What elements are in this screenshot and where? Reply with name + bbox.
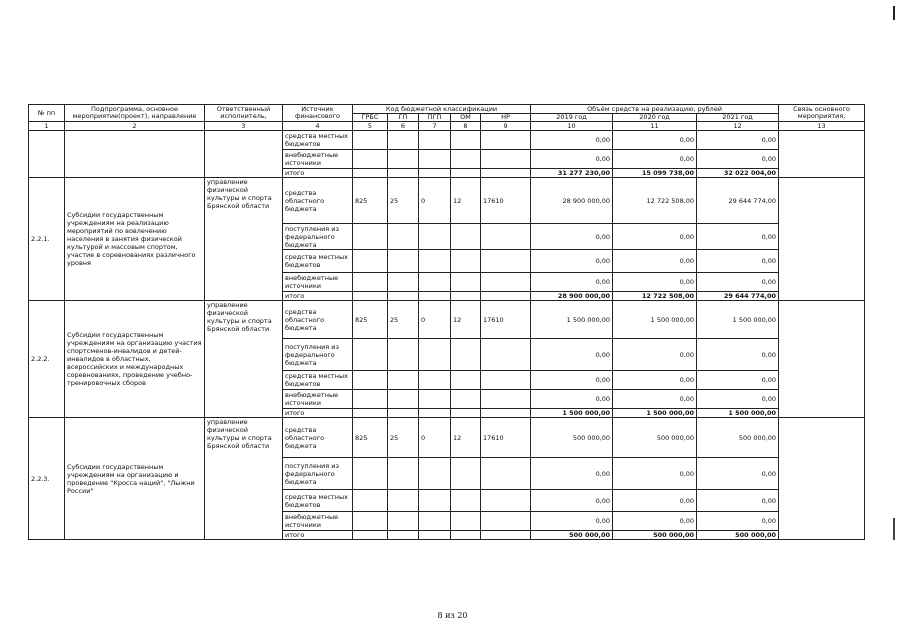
code-pgp <box>419 250 451 273</box>
code-grbs <box>353 339 388 371</box>
code-grbs <box>353 531 388 540</box>
code-nr <box>481 371 531 390</box>
code-gp <box>388 292 419 301</box>
header-volume: Объём средств на реализацию, рублей <box>531 105 779 114</box>
source-cell: итого <box>283 531 353 540</box>
code-grbs <box>353 371 388 390</box>
code-nr: 17610 <box>481 418 531 458</box>
value-2021: 0,00 <box>697 131 779 150</box>
value-2019: 0,00 <box>531 512 613 531</box>
row-number-cell: 2.2.1. <box>29 178 65 301</box>
code-nr <box>481 169 531 178</box>
code-om <box>451 458 481 490</box>
source-cell: итого <box>283 292 353 301</box>
column-number: 9 <box>481 122 531 131</box>
value-2020: 0,00 <box>613 371 697 390</box>
code-nr <box>481 490 531 512</box>
value-2021: 500 000,00 <box>697 531 779 540</box>
value-2020: 15 099 738,00 <box>613 169 697 178</box>
value-2019: 0,00 <box>531 250 613 273</box>
source-cell: внебюджетные источники <box>283 150 353 169</box>
code-grbs: 825 <box>353 418 388 458</box>
header-executor: Ответственный исполнитель, <box>205 105 283 122</box>
program-cell <box>65 131 205 178</box>
executor-cell: управление физической культуры и спорта Брянской области <box>205 301 283 418</box>
table-row <box>29 418 865 458</box>
code-nr <box>481 339 531 371</box>
header-gp: ГП <box>388 114 419 122</box>
code-om <box>451 409 481 418</box>
value-2019: 1 500 000,00 <box>531 409 613 418</box>
value-2020: 0,00 <box>613 512 697 531</box>
code-gp <box>388 531 419 540</box>
code-pgp: 0 <box>419 178 451 224</box>
value-2019: 500 000,00 <box>531 418 613 458</box>
value-2020: 0,00 <box>613 390 697 409</box>
code-pgp <box>419 409 451 418</box>
source-cell: средства областного бюджета <box>283 301 353 339</box>
value-2021: 0,00 <box>697 512 779 531</box>
table-row <box>29 301 865 339</box>
scan-edge-mark <box>893 518 895 540</box>
value-2019: 0,00 <box>531 224 613 250</box>
code-grbs <box>353 390 388 409</box>
value-2021: 1 500 000,00 <box>697 301 779 339</box>
code-om: 12 <box>451 418 481 458</box>
executor-cell: управление физической культуры и спорта Брянской области <box>205 178 283 301</box>
value-2021: 29 644 774,00 <box>697 178 779 224</box>
code-om <box>451 169 481 178</box>
source-cell: средства местных бюджетов <box>283 371 353 390</box>
header-pgp: ПГП <box>419 114 451 122</box>
code-om <box>451 531 481 540</box>
value-2021: 0,00 <box>697 339 779 371</box>
value-2020: 12 722 508,00 <box>613 178 697 224</box>
code-gp <box>388 512 419 531</box>
column-number: 13 <box>779 122 865 131</box>
code-nr: 17610 <box>481 178 531 224</box>
value-2021: 0,00 <box>697 224 779 250</box>
value-2019: 0,00 <box>531 150 613 169</box>
value-2021: 29 644 774,00 <box>697 292 779 301</box>
code-gp <box>388 250 419 273</box>
source-cell: средства местных бюджетов <box>283 131 353 150</box>
source-cell: поступления из федерального бюджета <box>283 458 353 490</box>
header-2019: 2019 год <box>531 114 613 122</box>
code-om <box>451 512 481 531</box>
code-nr <box>481 512 531 531</box>
column-number: 10 <box>531 122 613 131</box>
column-number: 8 <box>451 122 481 131</box>
source-cell: внебюджетные источники <box>283 273 353 292</box>
code-pgp <box>419 224 451 250</box>
link-cell <box>779 131 865 178</box>
code-gp <box>388 224 419 250</box>
code-grbs <box>353 224 388 250</box>
header-grbs: ГРБС <box>353 114 388 122</box>
code-grbs <box>353 292 388 301</box>
value-2020: 1 500 000,00 <box>613 409 697 418</box>
row-number-cell: 2.2.2. <box>29 301 65 418</box>
value-2021: 0,00 <box>697 250 779 273</box>
code-om <box>451 390 481 409</box>
code-pgp <box>419 150 451 169</box>
value-2019: 0,00 <box>531 390 613 409</box>
value-2019: 0,00 <box>531 371 613 390</box>
code-grbs: 825 <box>353 178 388 224</box>
code-pgp: 0 <box>419 418 451 458</box>
column-number: 5 <box>353 122 388 131</box>
code-gp <box>388 339 419 371</box>
value-2020: 0,00 <box>613 339 697 371</box>
code-grbs <box>353 273 388 292</box>
source-cell: внебюджетные источники <box>283 390 353 409</box>
code-nr <box>481 224 531 250</box>
source-cell: поступления из федерального бюджета <box>283 224 353 250</box>
column-number: 4 <box>283 122 353 131</box>
code-pgp <box>419 490 451 512</box>
row-number-cell: 2.2.3. <box>29 418 65 540</box>
source-cell: средства областного бюджета <box>283 178 353 224</box>
value-2020: 0,00 <box>613 150 697 169</box>
program-cell: Субсидии государственным учреждениям на реализацию мероприятий по вовлечению населения в занятия физической культурой и массовым спортом, участие в соревнованиях различного уровня <box>65 178 205 301</box>
value-2020: 500 000,00 <box>613 531 697 540</box>
link-cell <box>779 178 865 301</box>
code-pgp <box>419 273 451 292</box>
value-2019: 0,00 <box>531 490 613 512</box>
header-source: Источник финансового <box>283 105 353 122</box>
column-number: 11 <box>613 122 697 131</box>
value-2020: 0,00 <box>613 490 697 512</box>
code-grbs: 825 <box>353 301 388 339</box>
code-gp <box>388 273 419 292</box>
value-2021: 0,00 <box>697 371 779 390</box>
code-grbs <box>353 409 388 418</box>
code-om <box>451 150 481 169</box>
value-2019: 0,00 <box>531 131 613 150</box>
code-om <box>451 339 481 371</box>
value-2019: 28 900 000,00 <box>531 178 613 224</box>
value-2020: 0,00 <box>613 458 697 490</box>
code-nr <box>481 390 531 409</box>
code-pgp <box>419 458 451 490</box>
value-2019: 0,00 <box>531 458 613 490</box>
code-om <box>451 224 481 250</box>
column-number: 12 <box>697 122 779 131</box>
table-row <box>29 178 865 224</box>
code-pgp <box>419 512 451 531</box>
code-gp: 25 <box>388 418 419 458</box>
value-2021: 0,00 <box>697 150 779 169</box>
code-pgp <box>419 531 451 540</box>
executor-cell <box>205 131 283 178</box>
column-numbers-row <box>29 122 865 131</box>
value-2019: 31 277 230,00 <box>531 169 613 178</box>
code-om: 12 <box>451 301 481 339</box>
value-2020: 0,00 <box>613 224 697 250</box>
code-grbs <box>353 458 388 490</box>
value-2021: 1 500 000,00 <box>697 409 779 418</box>
code-nr <box>481 250 531 273</box>
value-2021: 500 000,00 <box>697 418 779 458</box>
header-link: Связь основного мероприятия, <box>779 105 865 122</box>
code-nr <box>481 150 531 169</box>
budget-table <box>28 104 865 540</box>
code-pgp <box>419 390 451 409</box>
code-pgp: 0 <box>419 301 451 339</box>
page-number: 8 из 20 <box>437 611 468 620</box>
header-budget-code: Код бюджетной классификации <box>353 105 531 114</box>
code-pgp <box>419 371 451 390</box>
value-2019: 1 500 000,00 <box>531 301 613 339</box>
code-grbs <box>353 131 388 150</box>
header-2020: 2020 год <box>613 114 697 122</box>
code-om <box>451 131 481 150</box>
source-cell: итого <box>283 169 353 178</box>
value-2021: 0,00 <box>697 490 779 512</box>
code-nr <box>481 531 531 540</box>
code-om: 12 <box>451 178 481 224</box>
code-gp <box>388 409 419 418</box>
value-2019: 0,00 <box>531 339 613 371</box>
code-pgp <box>419 339 451 371</box>
code-om <box>451 273 481 292</box>
code-pgp <box>419 292 451 301</box>
code-om <box>451 371 481 390</box>
link-cell <box>779 418 865 540</box>
code-gp <box>388 458 419 490</box>
code-grbs <box>353 490 388 512</box>
header-2021: 2021 год <box>697 114 779 122</box>
row-number-cell <box>29 131 65 178</box>
executor-cell: управление физической культуры и спорта Брянской области <box>205 418 283 540</box>
column-number: 3 <box>205 122 283 131</box>
value-2021: 32 022 004,00 <box>697 169 779 178</box>
value-2021: 0,00 <box>697 458 779 490</box>
header-program: Подпрограмма, основное мероприятие(проект), направление <box>65 105 205 122</box>
value-2020: 1 500 000,00 <box>613 301 697 339</box>
value-2021: 0,00 <box>697 390 779 409</box>
code-nr <box>481 292 531 301</box>
value-2020: 500 000,00 <box>613 418 697 458</box>
code-nr <box>481 131 531 150</box>
value-2021: 0,00 <box>697 273 779 292</box>
code-gp <box>388 131 419 150</box>
code-gp: 25 <box>388 301 419 339</box>
code-nr: 17610 <box>481 301 531 339</box>
value-2019: 500 000,00 <box>531 531 613 540</box>
code-gp <box>388 490 419 512</box>
code-nr <box>481 458 531 490</box>
source-cell: внебюджетные источники <box>283 512 353 531</box>
code-nr <box>481 409 531 418</box>
link-cell <box>779 301 865 418</box>
table-row <box>29 131 865 150</box>
source-cell: средства областного бюджета <box>283 418 353 458</box>
value-2020: 0,00 <box>613 273 697 292</box>
code-gp <box>388 371 419 390</box>
code-om <box>451 250 481 273</box>
code-grbs <box>353 150 388 169</box>
column-number: 1 <box>29 122 65 131</box>
program-cell: Субсидии государственным учреждениям на организацию и проведение "Кросса наций", "Лыжни России" <box>65 418 205 540</box>
code-grbs <box>353 169 388 178</box>
code-pgp <box>419 131 451 150</box>
code-gp: 25 <box>388 178 419 224</box>
scan-edge-mark <box>893 6 895 20</box>
program-cell: Субсидии государственным учреждениям на организацию участия спортсменов-инвалидов и детей-инвалидов в областных, всероссийских и международных соревнованиях, проведение учебно-тренировочных сборов <box>65 301 205 418</box>
code-om <box>451 292 481 301</box>
code-om <box>451 490 481 512</box>
value-2019: 28 900 000,00 <box>531 292 613 301</box>
value-2020: 12 722 508,00 <box>613 292 697 301</box>
value-2019: 0,00 <box>531 273 613 292</box>
column-number: 6 <box>388 122 419 131</box>
header-num: № пп <box>29 105 65 122</box>
source-cell: средства местных бюджетов <box>283 250 353 273</box>
code-gp <box>388 390 419 409</box>
header-om: ОМ <box>451 114 481 122</box>
column-number: 2 <box>65 122 205 131</box>
source-cell: средства местных бюджетов <box>283 490 353 512</box>
value-2020: 0,00 <box>613 131 697 150</box>
code-gp <box>388 169 419 178</box>
code-gp <box>388 150 419 169</box>
code-nr <box>481 273 531 292</box>
column-number: 7 <box>419 122 451 131</box>
code-pgp <box>419 169 451 178</box>
code-grbs <box>353 512 388 531</box>
value-2020: 0,00 <box>613 250 697 273</box>
source-cell: итого <box>283 409 353 418</box>
code-grbs <box>353 250 388 273</box>
header-nr: НР <box>481 114 531 122</box>
source-cell: поступления из федерального бюджета <box>283 339 353 371</box>
